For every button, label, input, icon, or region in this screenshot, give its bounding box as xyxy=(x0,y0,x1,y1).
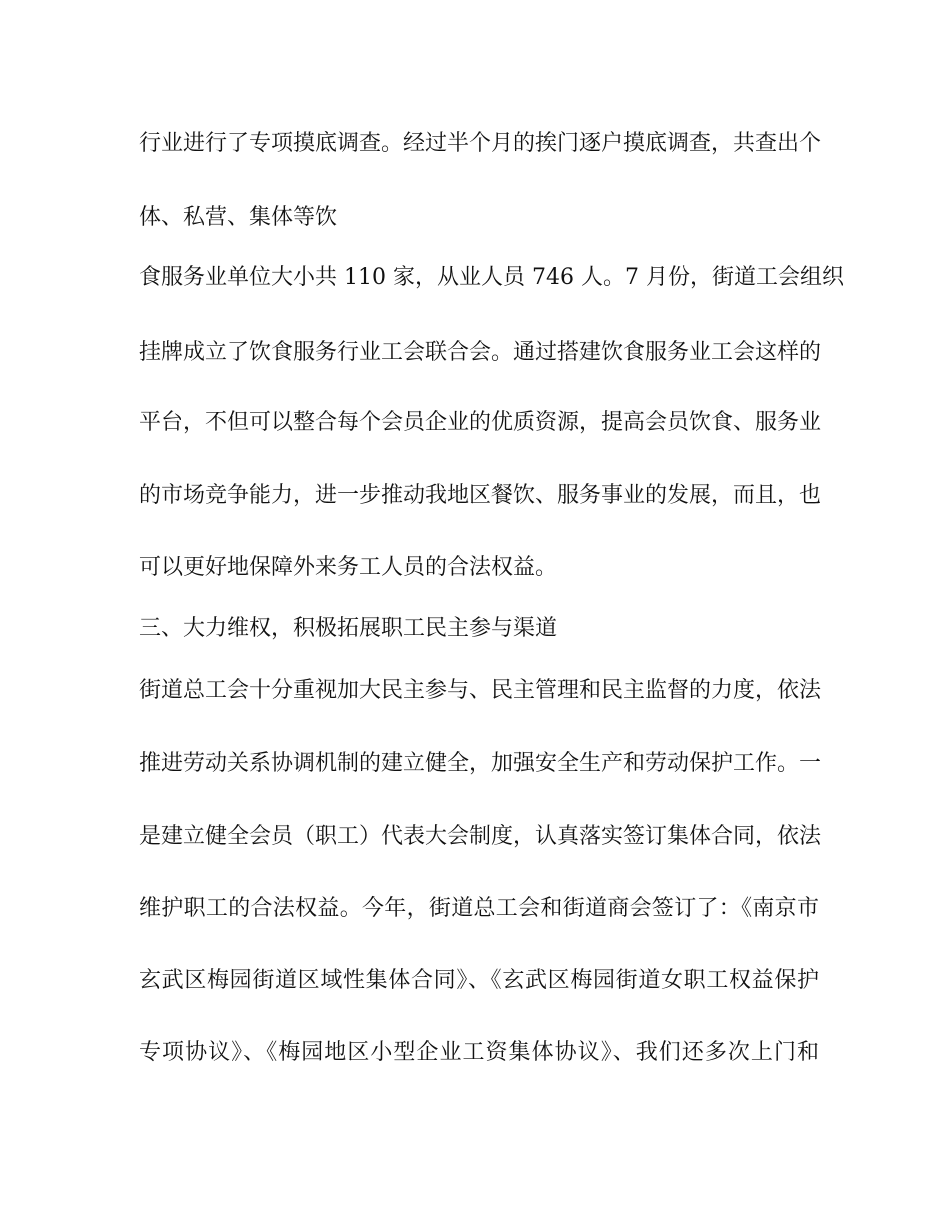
paragraph-line: 推进劳动关系协调机制的建立健全，加强安全生产和劳动保护工作。一 xyxy=(139,751,822,776)
paragraph-line: 行业进行了专项摸底调查。经过半个月的挨门逐户摸底调查，共查出个 xyxy=(139,131,822,156)
section-heading: 三、大力维权，积极拓展职工民主参与渠道 xyxy=(139,616,558,641)
paragraph-line: 街道总工会十分重视加大民主参与、民主管理和民主监督的力度，依法 xyxy=(139,678,822,703)
paragraph-line: 专项协议》、《梅园地区小型企业工资集体协议》、我们还多次上门和 xyxy=(139,1040,819,1065)
paragraph-line: 可以更好地保障外来务工人员的合法权益。 xyxy=(139,555,558,580)
paragraph-line: 的市场竞争能力，进一步推动我地区餐饮、服务事业的发展，而且，也 xyxy=(139,483,822,508)
paragraph-line: 平台，不但可以整合每个会员企业的优质资源，提高会员饮食、服务业 xyxy=(139,410,822,435)
paragraph-line: 食服务业单位大小共 110 家，从业人员 746 人。7 月份，街道工会组织 xyxy=(139,265,844,290)
paragraph-line: 是建立健全会员（职工）代表大会制度，认真落实签订集体合同，依法 xyxy=(139,824,822,849)
paragraph-line: 玄武区梅园街道区域性集体合同》、《玄武区梅园街道女职工权益保护 xyxy=(139,968,819,993)
paragraph-line: 维护职工的合法权益。今年，街道总工会和街道商会签订了：《南京市 xyxy=(139,896,819,921)
paragraph-line: 挂牌成立了饮食服务行业工会联合会。通过搭建饮食服务业工会这样的 xyxy=(139,340,822,365)
paragraph-line: 体、私营、集体等饮 xyxy=(139,205,338,230)
